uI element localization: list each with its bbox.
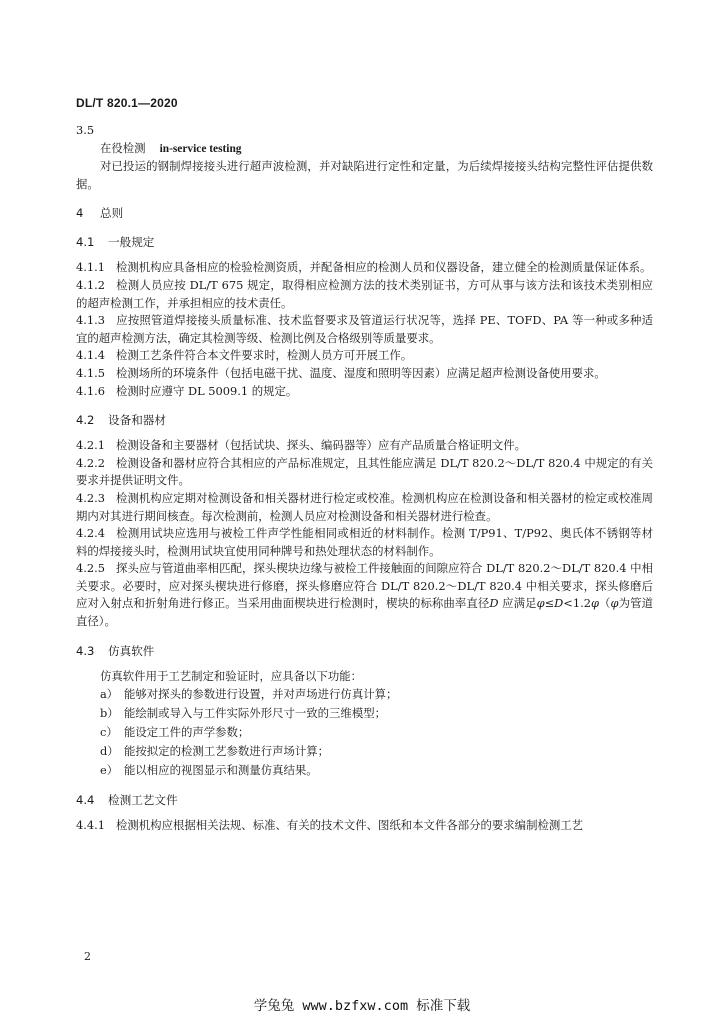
section-number: 4 — [76, 206, 84, 221]
section-title: 检测工艺文件 — [108, 793, 178, 808]
clause-number: 4.1.3 — [76, 313, 105, 328]
diameter-symbol: D — [489, 596, 499, 611]
clause-text: 检测设备和主要器材（包括试块、探头、编码器等）应有产品质量合格证明文件。 — [116, 438, 527, 453]
clause-number: 4.2.5 — [76, 561, 105, 576]
list-text: 能绘制或导入与工件实际外形尺寸一致的三维模型； — [124, 706, 386, 721]
lt-expression: <1.2 — [563, 596, 591, 611]
clause-text: 检测机构应定期对检测设备和相关器材进行检定或校准。检测机构应在检测设备和相关器材的检定或校准周期内对其进行期间核查。每次检测前，检测人员应对检测设备和相关器材进行检查。 — [76, 490, 653, 523]
document-body — [76, 122, 653, 835]
clause-number: 4.1.1 — [76, 260, 105, 275]
section-number: 4.4 — [76, 793, 95, 808]
clause-text: 检测机构应根据相关法规、标准、有关的技术文件、图纸和本文件各部分的要求编制检测工艺 — [116, 818, 584, 833]
clause-number: 4.2.3 — [76, 490, 105, 505]
clause-number-3-5: 3.5 — [76, 123, 95, 137]
section-heading-4-4 — [76, 791, 653, 809]
simulation-intro: 仿真软件用于工艺制定和验证时，应具备以下功能： — [100, 668, 362, 683]
clause-4-2-5 — [76, 560, 653, 630]
list-text: 能按拟定的检测工艺参数进行声场计算； — [124, 744, 330, 759]
section-title: 仿真软件 — [108, 643, 155, 658]
clause-text: 检测工艺条件符合本文件要求时，检测人员方可开展工作。 — [116, 348, 413, 363]
list-label: d） — [100, 744, 119, 759]
paren-open: （ — [598, 596, 611, 611]
list-item — [100, 685, 653, 704]
simulation-function-list — [100, 685, 653, 780]
clause-number: 4.4.1 — [76, 818, 105, 833]
term-definition: 对已投运的钢制焊接接头进行超声波检测，并对缺陷进行定性和定量，为后续焊接接头结构完整性评估提供数据。 — [76, 159, 653, 191]
section-heading-4-3 — [76, 642, 653, 660]
list-label: e） — [100, 763, 119, 778]
clause-4-1-3 — [76, 312, 653, 347]
term-entry — [100, 140, 653, 159]
clause-number: 4.2.2 — [76, 455, 105, 470]
clause-4-2-4 — [76, 525, 653, 560]
clause-text: 检测时应遵守 DL 5009.1 的规定。 — [116, 383, 298, 398]
standard-header: DL/T 820.1—2020 — [76, 96, 178, 110]
section-number: 4.3 — [76, 643, 95, 658]
clause-4-1-1 — [76, 259, 653, 277]
section-number: 4.1 — [76, 235, 95, 250]
diameter-symbol: D — [554, 596, 564, 611]
clause-text: 探头应与管道曲率相匹配，探头楔块边缘与被检工件接触面的间隙应符合 DL/T 820.2～DL/T 820.4 中相关要求。必要时，应对探头楔块进行修磨，探头修磨应符合 DL/T 820.2～DL/T 820.4 中相关要求，探头修磨后应对入射点和折射角进行修正。当采用曲面楔块进行检测时，楔块的标称曲率直径 — [76, 561, 653, 611]
section-heading-4-1 — [76, 233, 653, 251]
list-item — [100, 704, 653, 723]
clause-4-2-1 — [76, 437, 653, 455]
clause-number: 4.1.2 — [76, 277, 105, 292]
clause-number: 4.2.4 — [76, 526, 105, 541]
phi-symbol: φ — [536, 596, 545, 611]
term-chinese: 在役检测 — [100, 140, 146, 155]
page-number: 2 — [84, 950, 91, 963]
list-label: b） — [100, 706, 119, 721]
section-title: 一般规定 — [108, 235, 155, 250]
clause-4-1-2 — [76, 277, 653, 312]
section-number: 4.2 — [76, 413, 95, 428]
clause-text: 检测用试块应选用与被检工件声学性能相同或相近的材料制作。检测 T/P91、T/P92、奥氏体不锈钢等材料的焊接接头时，检测用试块宜使用同种牌号和热处理状态的材料制作。 — [76, 526, 653, 558]
term-english: in-service testing — [159, 142, 242, 155]
clause-number: 4.1.4 — [76, 348, 105, 363]
clause-number: 4.1.5 — [76, 365, 105, 380]
clause-4-4-1 — [76, 817, 653, 835]
list-text: 能够对探头的参数进行设置，并对声场进行仿真计算； — [124, 687, 398, 702]
clause-4-1-4 — [76, 347, 653, 365]
list-text: 能以相应的视图显示和测量仿真结果。 — [124, 763, 318, 778]
clause-text: 检测人员应按 DL/T 675 规定，取得相应检测方法的技术类别证书，方可从事与该方法和该技术类别相应的超声检测工作，并承担相应的技术责任。 — [76, 277, 653, 310]
clause-text: 检测场所的环境条件（包括电磁干扰、温度、湿度和照明等因素）应满足超声检测设备使用要求。 — [116, 365, 606, 380]
clause-number: 4.2.1 — [76, 438, 105, 453]
clause-4-1-6 — [76, 383, 653, 401]
phi-symbol: φ — [590, 596, 599, 611]
section-title: 总则 — [100, 206, 124, 221]
clause-text: 应按照管道焊接接头质量标准、技术监督要求及管道运行状况等，选择 PE、TOFD、PA 等一种或多种适宜的超声检测方法，确定其检测等级、检测比例及合格级别等质量要求。 — [76, 313, 653, 345]
clause-4-1-5 — [76, 365, 653, 383]
clause-text-cont: 应满足 — [498, 596, 537, 611]
section-heading-4-2 — [76, 411, 653, 429]
list-label: c） — [100, 725, 118, 740]
clause-text: 检测机构应具备相应的检验检测资质，并配备相应的检测人员和仪器设备，建立健全的检测质量保证体系。 — [116, 260, 652, 275]
clause-text-end: 为管道直径）。 — [76, 596, 653, 629]
phi-symbol: φ — [610, 596, 619, 611]
footer-watermark: 学兔兔 www.bzfxw.com 标准下载 — [253, 998, 471, 1014]
leq-symbol: ≤ — [544, 596, 555, 611]
list-text: 能设定工件的声学参数； — [124, 725, 250, 740]
clause-4-2-2 — [76, 455, 653, 490]
clause-number: 4.1.6 — [76, 383, 105, 398]
list-label: a） — [100, 687, 119, 702]
section-heading-4 — [76, 204, 653, 222]
clause-4-2-3 — [76, 490, 653, 525]
list-item — [100, 761, 653, 780]
clause-text: 检测设备和器材应符合其相应的产品标准规定，且其性能应满足 DL/T 820.2～DL/T 820.4 中规定的有关要求并提供证明文件。 — [76, 455, 653, 488]
list-item — [100, 723, 653, 742]
section-title: 设备和器材 — [108, 413, 166, 428]
list-item — [100, 742, 653, 761]
